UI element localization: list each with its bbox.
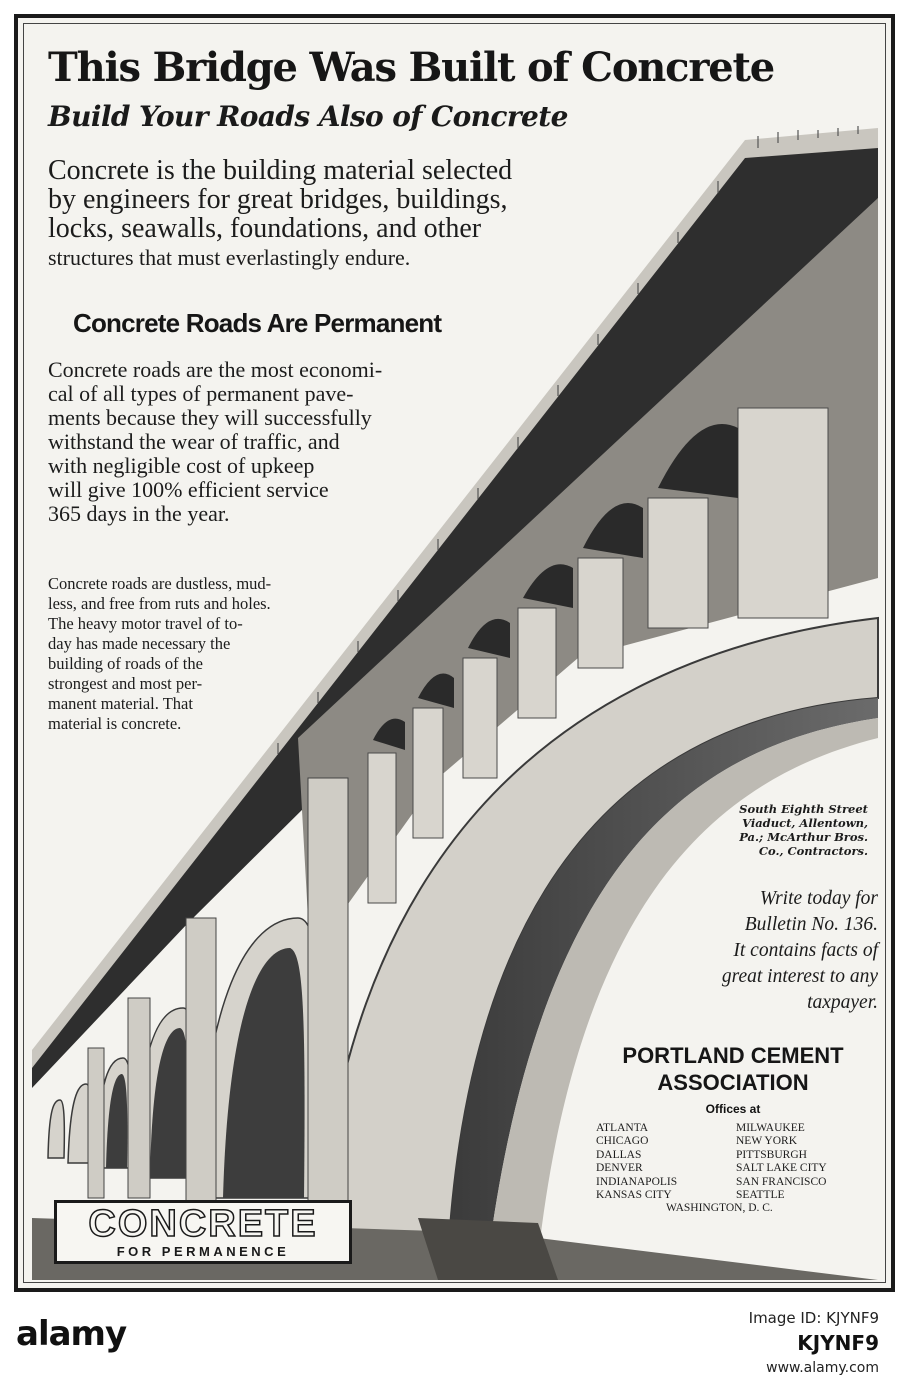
cta-line: taxpayer. — [807, 992, 878, 1013]
office-city: SALT LAKE CITY — [736, 1162, 827, 1175]
caption-line: Co., Contractors. — [758, 844, 868, 858]
caption-line: Pa.; McArthur Bros. — [739, 830, 868, 844]
office-city: MILWAUKEE — [736, 1122, 805, 1134]
organization-name — [573, 1042, 893, 1096]
body-line: material is concrete. — [48, 714, 182, 733]
office-city: KANSAS CITY — [596, 1189, 672, 1202]
body-line: The heavy motor travel of to- — [48, 614, 243, 633]
org-line: PORTLAND CEMENT — [622, 1043, 844, 1068]
body-line: 365 days in the year. — [48, 501, 230, 526]
alamy-logo: alamy — [16, 1314, 127, 1354]
office-city: WASHINGTON, D. C. — [666, 1202, 773, 1215]
stock-id: KJYNF9 — [797, 1331, 879, 1355]
office-city: PITTSBURGH — [736, 1148, 807, 1161]
headline: This Bridge Was Built of Concrete — [48, 44, 774, 91]
office-city: DENVER — [596, 1162, 643, 1175]
office-city: SEATTLE — [736, 1189, 785, 1202]
site-url: www.alamy.com — [766, 1360, 879, 1376]
body-line: strongest and most per- — [48, 674, 203, 693]
office-city: CHICAGO — [596, 1135, 649, 1148]
cta-line: Write today for — [759, 888, 878, 909]
intro-line: locks, seawalls, foundations, and other — [48, 213, 482, 244]
photo-caption — [678, 802, 868, 858]
caption-line: Viaduct, Allentown, — [742, 816, 868, 830]
office-city: DALLAS — [596, 1148, 642, 1161]
body-line: will give 100% efficient service — [48, 477, 329, 502]
office-city: NEW YORK — [736, 1135, 798, 1148]
body-line: withstand the wear of traffic, and — [48, 429, 340, 454]
cta-line: It contains facts of — [733, 940, 878, 961]
office-city: ATLANTA — [596, 1122, 649, 1134]
section-title: Concrete Roads Are Permanent — [73, 308, 442, 338]
logo-main-text: CONCRETE — [88, 1203, 318, 1245]
office-city: INDIANAPOLIS — [596, 1175, 678, 1188]
image-id-label: Image ID: KJYNF9 — [748, 1309, 879, 1327]
offices-label: Offices at — [705, 1102, 761, 1116]
body-paragraph-2 — [48, 574, 388, 734]
body-line: Concrete roads are dustless, mud- — [48, 574, 272, 593]
body-line: with negligible cost of upkeep — [48, 453, 315, 478]
body-paragraph-1 — [48, 358, 518, 526]
org-line: ASSOCIATION — [657, 1070, 809, 1095]
cta-line: Bulletin No. 136. — [744, 914, 878, 935]
body-line: day has made necessary the — [48, 634, 231, 653]
body-line: building of roads of the — [48, 654, 203, 673]
call-to-action — [628, 886, 878, 1016]
body-line: manent material. That — [48, 694, 193, 713]
caption-line: South Eighth Street — [739, 802, 868, 816]
intro-line: Concrete is the building material selected — [48, 155, 513, 186]
office-city: SAN FRANCISCO — [736, 1175, 827, 1188]
body-line: less, and free from ruts and holes. — [48, 594, 271, 613]
cta-line: great interest to any — [721, 966, 878, 987]
intro-line: by engineers for great bridges, buildings, — [48, 184, 508, 215]
concrete-logo — [54, 1200, 352, 1264]
body-line: Concrete roads are the most economi- — [48, 357, 383, 382]
logo-tagline: FOR PERMANENCE — [116, 1244, 290, 1259]
body-line: cal of all types of permanent pave- — [48, 381, 354, 406]
body-line: ments because they will successfully — [48, 405, 372, 430]
advertisement — [14, 14, 895, 1292]
intro-paragraph — [48, 156, 658, 272]
subheadline: Build Your Roads Also of Concrete — [48, 100, 568, 133]
intro-line: structures that must everlastingly endure. — [48, 245, 411, 270]
offices-list — [596, 1122, 886, 1216]
